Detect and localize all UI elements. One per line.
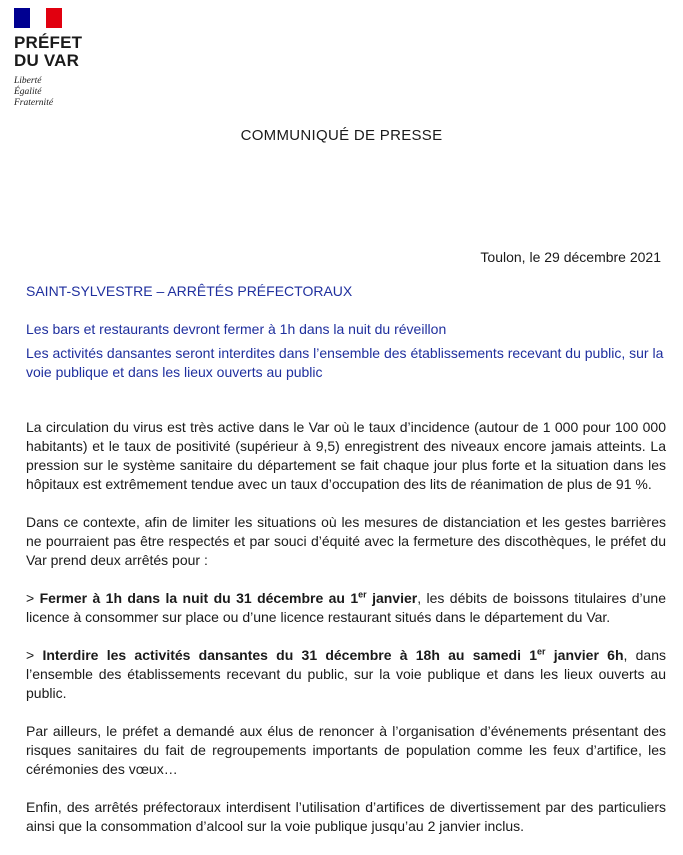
motto-liberte: Liberté — [14, 76, 42, 86]
bullet-marker: > — [26, 647, 35, 663]
motto-egalite: Égalité — [14, 87, 42, 97]
measure-1-text: , les débits de boissons titulaires d’une licence à consommer sur place ou d’une licence restaurant situés dans le département du Var. — [26, 590, 666, 625]
bullet-marker: > — [26, 590, 35, 606]
document-title: COMMUNIQUÉ DE PRESSE — [240, 127, 443, 144]
subtitle-2: Les activités dansantes seront interdites dans l’ensemble des établissements recevant du public, sur la voie publique et dans les lieux ouverts au public — [26, 345, 664, 380]
document-date: Toulon, le 29 décembre 2021 — [480, 249, 661, 265]
document-body — [26, 418, 666, 855]
measure-item-1 — [26, 589, 666, 627]
measure-2-bold: Interdire les activités dansantes du 31 décembre à 18h au samedi 1er janvier 6h — [42, 646, 624, 663]
headline: SAINT-SYLVESTRE – ARRÊTÉS PRÉFECTORAUX — [26, 283, 353, 299]
republic-motto — [14, 76, 94, 109]
measure-1-bold: Fermer à 1h dans la nuit du 31 décembre au 1er janvier — [39, 589, 418, 606]
motto-fraternite: Fraternité — [14, 98, 54, 108]
measure-item-2 — [26, 646, 666, 703]
paragraph-events: Par ailleurs, le préfet a demandé aux élus de renoncer à l’organisation d’événements présentant des risques sanitaires du fait de regroupements importants de population comme les feux d’artifice, les cérémonies des vœux… — [26, 723, 666, 777]
logo-line-1: PRÉFET — [14, 33, 83, 52]
paragraph-context: La circulation du virus est très active dans le Var où le taux d’incidence (autour de 1 000 pour 100 000 habitants) et le taux de positivité (supérieur à 9,5) enregistrent des niveaux encore jamais atteints. La pression sur le système sanitaire du département se fait chaque jour plus forte et la situation dans les hôpitaux est extrêmement tendue avec un taux d’occupation des lits de réanimation de plus de 91 %. — [26, 419, 666, 492]
prefecture-logo — [14, 8, 94, 109]
subtitle-1: Les bars et restaurants devront fermer à 1h dans la nuit du réveillon — [26, 321, 447, 337]
marianne-flag-icon — [14, 8, 62, 28]
logo-line-2: DU VAR — [14, 51, 80, 70]
paragraph-fireworks-alcohol: Enfin, des arrêtés préfectoraux interdisent l’utilisation d’artifices de divertissement par des particuliers ainsi que la consommation d’alcool sur la voie publique jusqu’au 2 janvier inclus. — [26, 799, 666, 834]
paragraph-measures-intro: Dans ce contexte, afin de limiter les situations où les mesures de distanciation et les gestes barrières ne pourraient pas être respectés et par souci d’équité avec la fermeture des discothèques, le préfet du Var prend deux arrêtés pour : — [26, 514, 666, 568]
measure-2-text: , dans l’ensemble des établissements recevant du public, sur la voie publique et dans les lieux ouverts au public. — [26, 647, 666, 701]
